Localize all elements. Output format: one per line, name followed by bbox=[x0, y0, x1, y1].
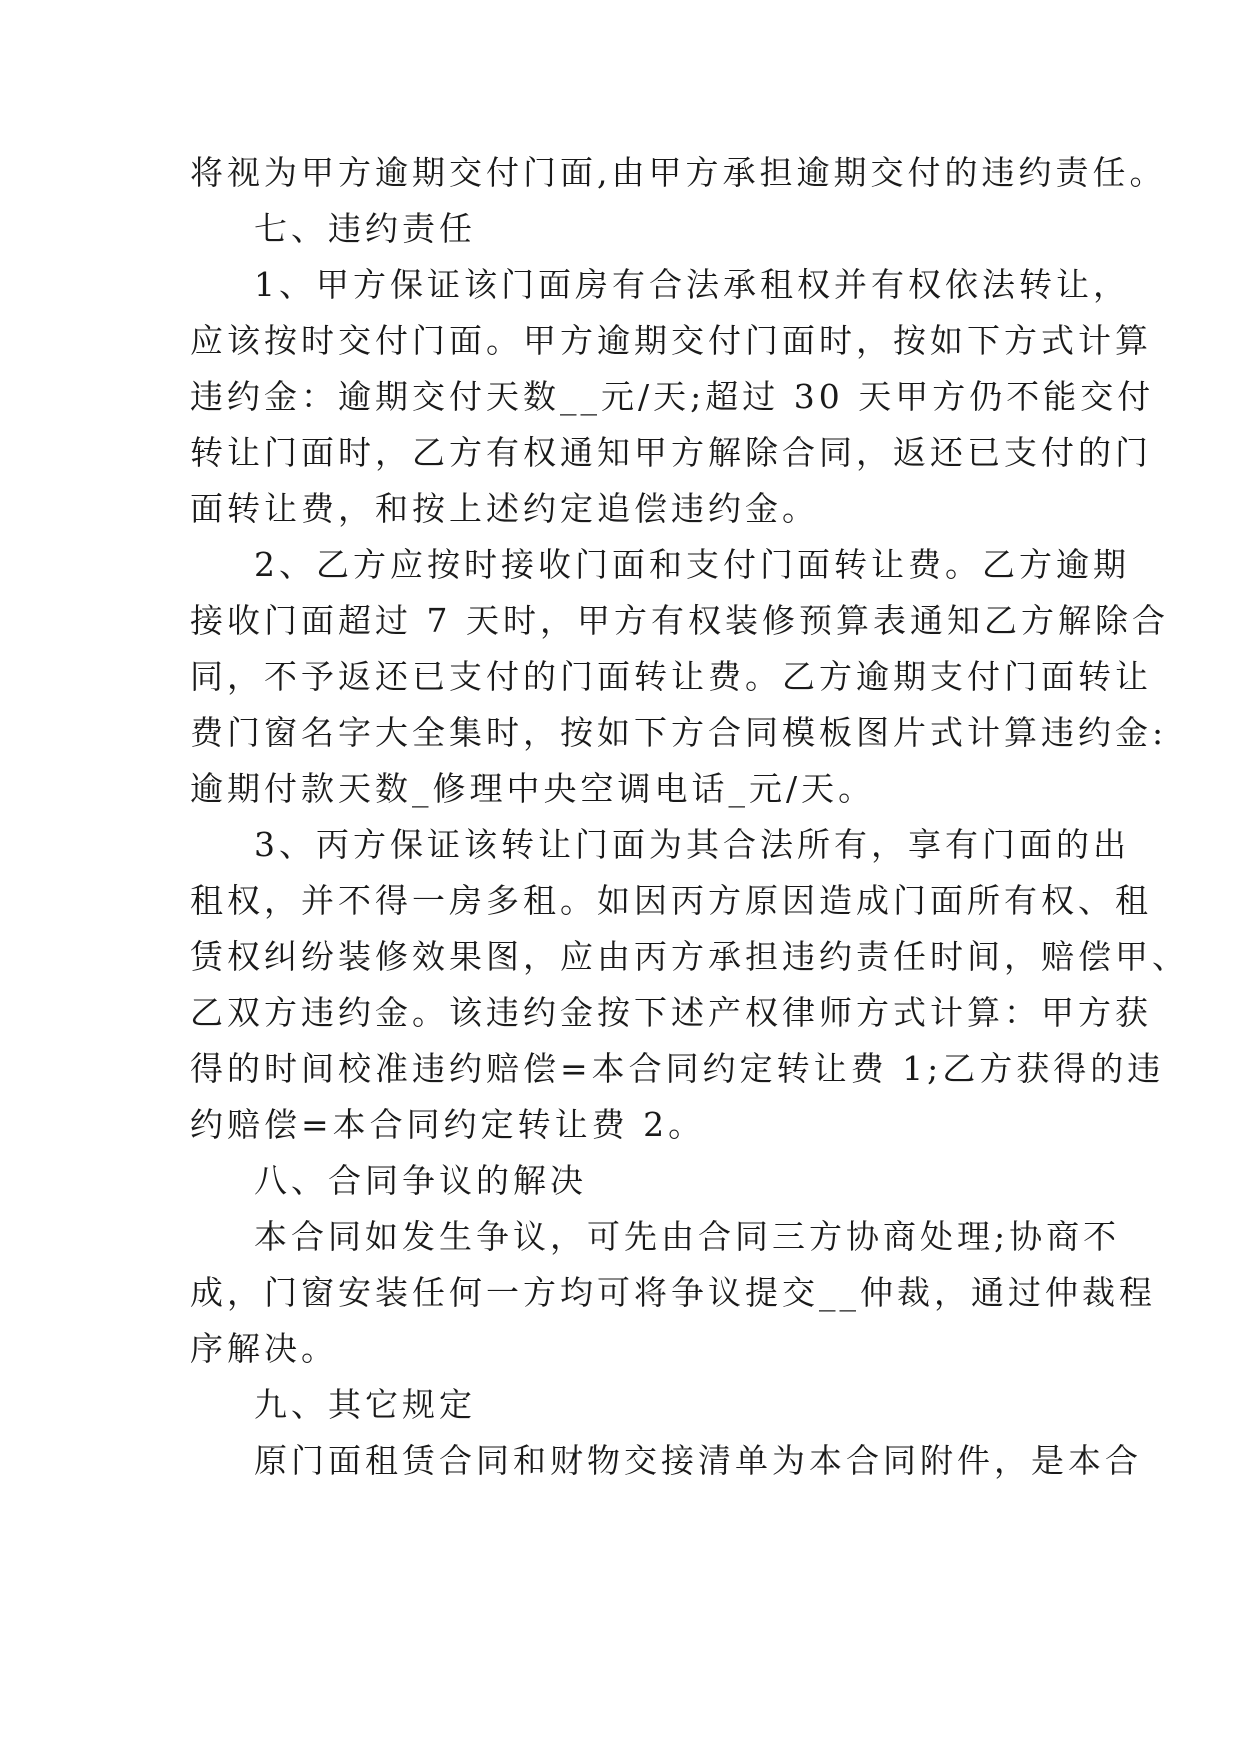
section-heading: 九、其它规定 bbox=[254, 1385, 476, 1424]
text-line: 逾期付款天数_修理中央空调电话_元/天。 bbox=[190, 769, 876, 808]
text-line: 原门面租赁合同和财物交接清单为本合同附件，是本合 bbox=[254, 1441, 1142, 1480]
text-line: 违约金：逾期交付天数__元/天;超过 30 天甲方仍不能交付 bbox=[190, 377, 1155, 416]
text-line: 1、甲方保证该门面房有合法承租权并有权依法转让， bbox=[254, 265, 1130, 304]
section-heading: 七、违约责任 bbox=[254, 209, 476, 248]
text-line: 将视为甲方逾期交付门面,由甲方承担逾期交付的违约责任。 bbox=[190, 153, 1167, 192]
text-line: 约赔偿=本合同约定转让费 2。 bbox=[190, 1105, 706, 1144]
text-line: 序解决。 bbox=[190, 1329, 338, 1368]
text-line: 同，不予返还已支付的门面转让费。乙方逾期支付门面转让 bbox=[190, 657, 1152, 696]
text-line: 得的时间校准违约赔偿=本合同约定转让费 1;乙方获得的违 bbox=[190, 1049, 1165, 1088]
text-line: 应该按时交付门面。甲方逾期交付门面时，按如下方式计算 bbox=[190, 321, 1152, 360]
text-line: 2、乙方应按时接收门面和支付门面转让费。乙方逾期 bbox=[254, 545, 1130, 584]
section-heading: 八、合同争议的解决 bbox=[254, 1161, 587, 1200]
text-line: 乙双方违约金。该违约金按下述产权律师方式计算：甲方获 bbox=[190, 993, 1152, 1032]
text-line: 本合同如发生争议，可先由合同三方协商处理;协商不 bbox=[254, 1217, 1121, 1256]
text-line: 租权，并不得一房多租。如因丙方原因造成门面所有权、租 bbox=[190, 881, 1152, 920]
text-line: 成，门窗安装任何一方均可将争议提交__仲裁，通过仲裁程 bbox=[190, 1273, 1156, 1312]
text-line: 面转让费，和按上述约定追偿违约金。 bbox=[190, 489, 819, 528]
text-line: 赁权纠纷装修效果图，应由丙方承担违约责任时间，赔偿甲、 bbox=[190, 937, 1189, 976]
text-line: 费门窗名字大全集时，按如下方合同模板图片式计算违约金: bbox=[190, 713, 1168, 752]
text-line: 接收门面超过 7 天时，甲方有权装修预算表通知乙方解除合 bbox=[190, 601, 1169, 640]
text-line: 3、丙方保证该转让门面为其合法所有，享有门面的出 bbox=[254, 825, 1130, 864]
text-line: 转让门面时，乙方有权通知甲方解除合同，返还已支付的门 bbox=[190, 433, 1152, 472]
